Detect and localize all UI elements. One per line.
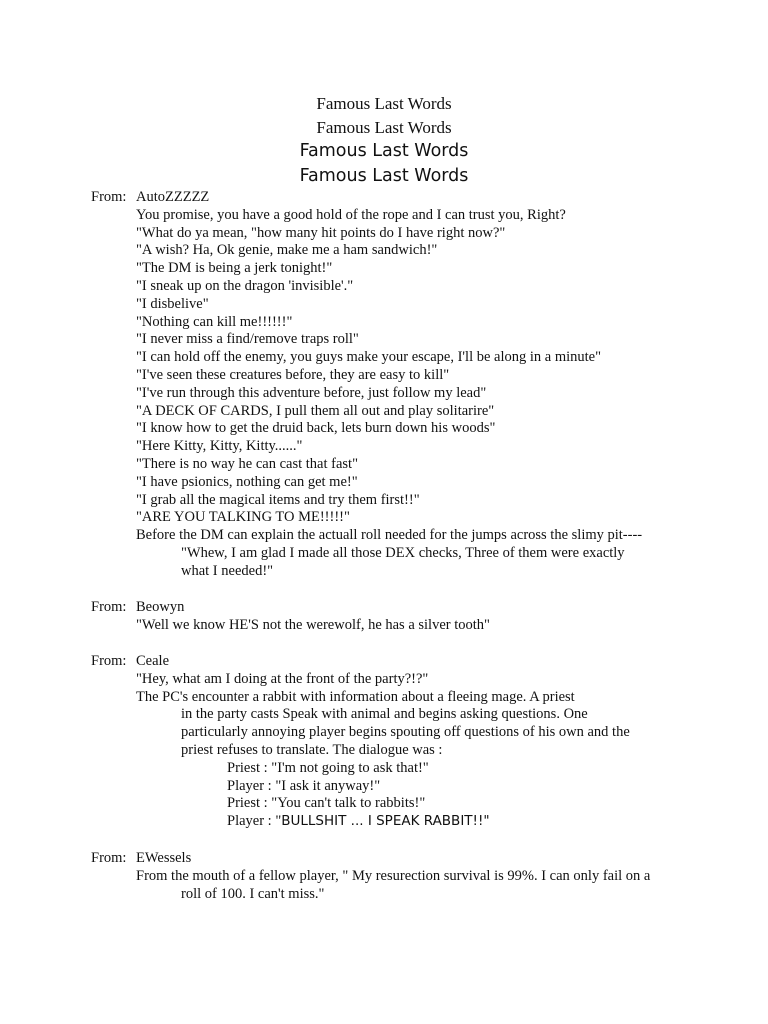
quote-line: "I disbelive" — [136, 295, 209, 312]
quote-line: You promise, you have a good hold of the rope and I can trust you, Right? — [136, 206, 566, 223]
author-name: EWessels — [136, 850, 192, 866]
quote-line-indented: "Whew, I am glad I made all those DEX checks, Three of them were exactly — [181, 544, 625, 561]
quote-line-indented: roll of 100. I can't miss." — [181, 885, 325, 902]
document-title-sans: Famous Last Words — [299, 141, 469, 161]
dialogue-shout: BULLSHIT ... I SPEAK RABBIT!!" — [281, 813, 490, 830]
quote-list — [0, 868, 768, 904]
author-name: Beowyn — [136, 599, 185, 615]
quote-line: "There is no way he can cast that fast" — [136, 455, 359, 472]
quote-line-indented: what I needed!" — [181, 562, 274, 579]
quote-line-indented: priest refuses to translate. The dialogue was : — [181, 741, 443, 758]
from-label: From: — [91, 653, 127, 669]
quote-line: From the mouth of a fellow player, " My resurection survival is 99%. I can only fail on a — [136, 867, 651, 884]
quote-line: "Here Kitty, Kitty, Kitty......" — [136, 438, 303, 455]
quote-line: "I've run through this adventure before, just follow my lead" — [136, 384, 487, 401]
quote-line: "The DM is being a jerk tonight!" — [136, 260, 333, 277]
dialogue-speaker: Player : " — [227, 813, 282, 830]
quote-list — [0, 617, 768, 635]
quote-line: "Well we know HE'S not the werewolf, he has a silver tooth" — [136, 616, 490, 633]
quote-line: "A DECK OF CARDS, I pull them all out and play solitarire" — [136, 402, 495, 419]
quote-list — [0, 207, 768, 581]
dialogue-line: Player : "I ask it anyway!" — [227, 777, 381, 794]
from-label: From: — [91, 599, 127, 615]
from-label: From: — [91, 850, 127, 866]
quote-line: "Nothing can kill me!!!!!!" — [136, 313, 293, 330]
quote-line-indented: particularly annoying player begins spouting off questions of his own and the — [181, 724, 630, 741]
quote-line: "I can hold off the enemy, you guys make your escape, I'll be along in a minute" — [136, 349, 602, 366]
quote-line: The PC's encounter a rabbit with information about a fleeing mage. A priest — [136, 688, 575, 705]
document-title: Famous Last Words — [316, 94, 452, 113]
quote-line: "ARE YOU TALKING TO ME!!!!!" — [136, 509, 350, 526]
quote-line: Before the DM can explain the actuall roll needed for the jumps across the slimy pit---- — [136, 527, 643, 544]
quote-line: "I've seen these creatures before, they are easy to kill" — [136, 366, 450, 383]
quote-line: "I sneak up on the dragon 'invisible'." — [136, 277, 354, 294]
quote-line: "I have psionics, nothing can get me!" — [136, 473, 358, 490]
author-name: AutoZZZZZ — [136, 189, 210, 205]
quote-list — [0, 671, 768, 831]
quote-line: "I grab all the magical items and try them first!!" — [136, 491, 420, 508]
from-label: From: — [91, 189, 127, 205]
quote-line: "What do ya mean, "how many hit points do I have right now?" — [136, 224, 506, 241]
quote-line: "Hey, what am I doing at the front of the party?!?" — [136, 670, 429, 687]
dialogue-line — [0, 813, 768, 831]
quote-line: "A wish? Ha, Ok genie, make me a ham sandwich!" — [136, 242, 438, 259]
document-title-sans-repeat: Famous Last Words — [299, 166, 469, 186]
document-title-repeat: Famous Last Words — [316, 118, 452, 137]
quote-line-indented: in the party casts Speak with animal and begins asking questions. One — [181, 706, 588, 723]
dialogue-line: Priest : "I'm not going to ask that!" — [227, 759, 429, 776]
dialogue-line: Priest : "You can't talk to rabbits!" — [227, 795, 426, 812]
quote-line: "I know how to get the druid back, lets burn down his woods" — [136, 420, 496, 437]
author-name: Ceale — [136, 653, 170, 669]
quote-line: "I never miss a find/remove traps roll" — [136, 331, 359, 348]
